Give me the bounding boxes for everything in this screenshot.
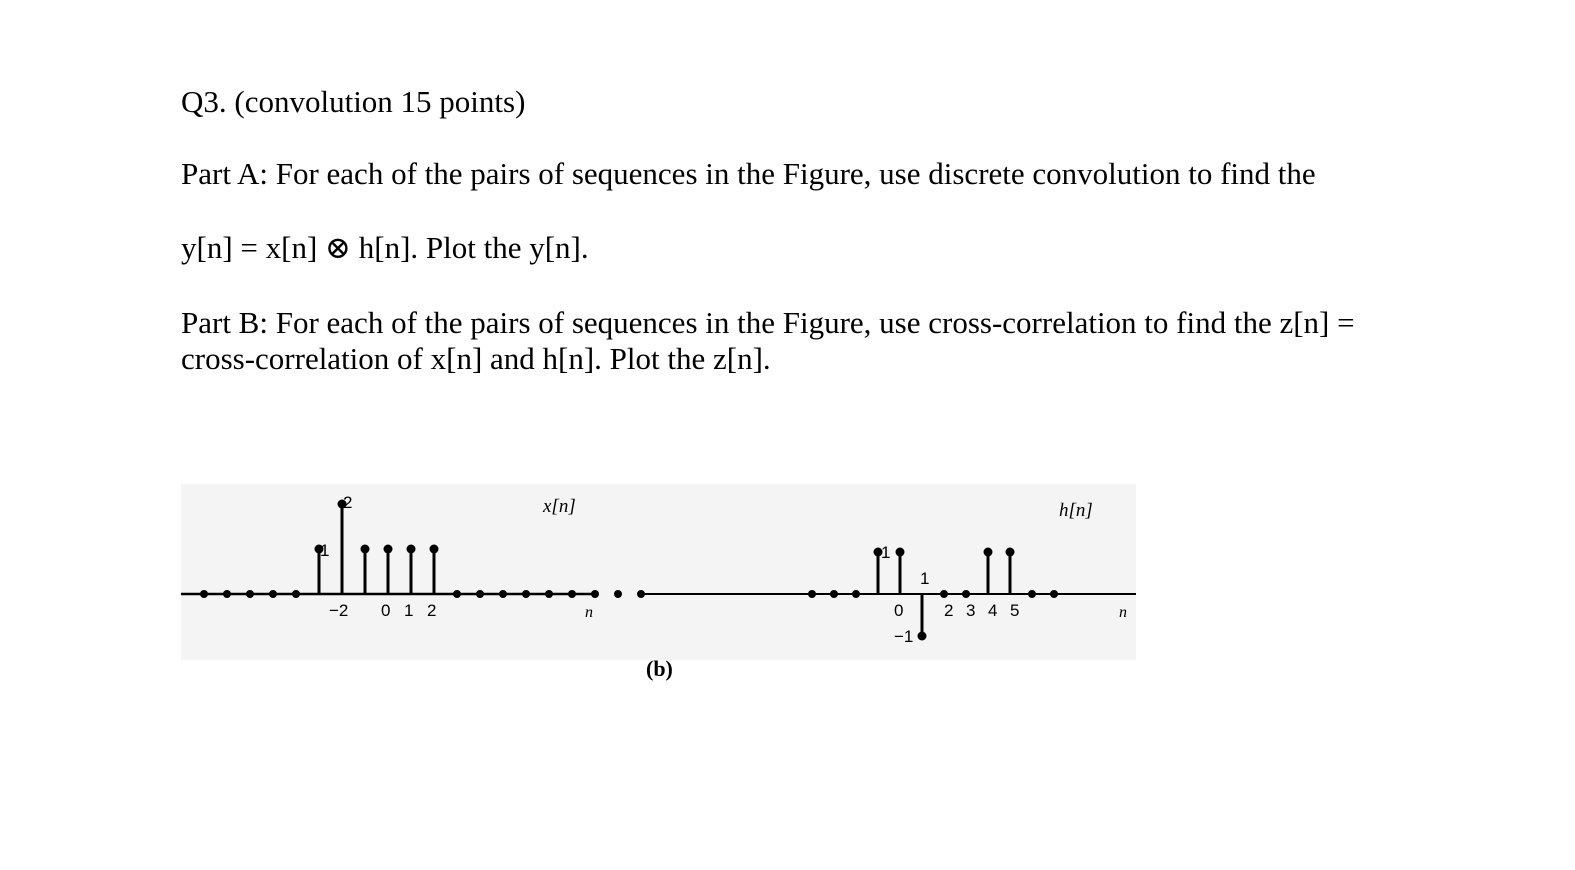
stem-plot-figure — [181, 484, 1136, 660]
x-zero-dot — [545, 590, 553, 598]
h-stem-dot — [896, 548, 905, 557]
h-tick-label-0: 0 — [894, 601, 904, 620]
x-zero-dot — [614, 590, 622, 598]
h-value-label-1-left: 1 — [881, 543, 891, 562]
h-plot-label: h[n] — [1059, 500, 1093, 521]
h-plot — [641, 500, 1136, 646]
h-zero-dot — [962, 590, 970, 598]
h-value-label-minus1: −1 — [894, 627, 914, 646]
h-tick-label-3: 3 — [966, 601, 976, 620]
part-b-line-2: cross-correlation of x[n] and h[n]. Plot the z[n]. — [181, 341, 771, 376]
h-zero-dot — [1028, 590, 1036, 598]
x-plot-stems — [315, 500, 439, 595]
x-zero-dot — [223, 590, 231, 598]
x-zero-dot — [568, 590, 576, 598]
x-zero-dot — [292, 590, 300, 598]
h-zero-dot — [808, 590, 816, 598]
h-stem-dot — [1006, 548, 1015, 557]
h-tick-label-5: 5 — [1010, 601, 1020, 620]
x-stem-dot — [361, 545, 370, 554]
x-zero-dot — [453, 590, 461, 598]
h-zero-dot — [1050, 590, 1058, 598]
h-zero-dot — [852, 590, 860, 598]
h-zero-dot — [940, 590, 948, 598]
x-zero-dot — [476, 590, 484, 598]
x-plot-axis-label: n — [585, 604, 593, 621]
x-tick-label-minus2: −2 — [329, 601, 349, 620]
x-stem-dot — [384, 545, 393, 554]
h-plot-axis-label: n — [1119, 604, 1127, 621]
x-tick-label-2: 2 — [427, 601, 437, 620]
x-value-label-1: 1 — [320, 541, 330, 560]
h-stem-dot — [984, 548, 993, 557]
x-zero-dot — [591, 590, 599, 598]
x-zero-dot — [269, 590, 277, 598]
stem-plots — [181, 484, 1136, 660]
x-plot — [181, 493, 645, 621]
figure-caption: (b) — [646, 656, 673, 681]
part-b-line-1: Part B: For each of the pairs of sequences in the Figure, use cross-correlation to find the z[n] = — [181, 305, 1355, 340]
x-plot-label: x[n] — [543, 496, 576, 517]
h-tick-label-4: 4 — [988, 601, 998, 620]
x-zero-dot — [499, 590, 507, 598]
h-value-label-1-right: 1 — [920, 569, 930, 588]
part-a-line-2: y[n] = x[n] ⊗ h[n]. Plot the y[n]. — [181, 230, 589, 265]
h-tick-label-2: 2 — [944, 601, 954, 620]
x-zero-dot — [246, 590, 254, 598]
h-stem-dot — [918, 632, 927, 641]
x-value-label-2: 2 — [343, 493, 353, 512]
h-zero-dot — [830, 590, 838, 598]
x-tick-label-0: 0 — [381, 601, 391, 620]
x-tick-label-1: 1 — [404, 601, 414, 620]
x-zero-dot — [200, 590, 208, 598]
part-a-line-1: Part A: For each of the pairs of sequences in the Figure, use discrete convolution to find the — [181, 156, 1316, 191]
x-stem-dot — [407, 545, 416, 554]
x-zero-dot — [522, 590, 530, 598]
x-stem-dot — [430, 545, 439, 554]
question-title: Q3. (convolution 15 points) — [181, 84, 526, 119]
